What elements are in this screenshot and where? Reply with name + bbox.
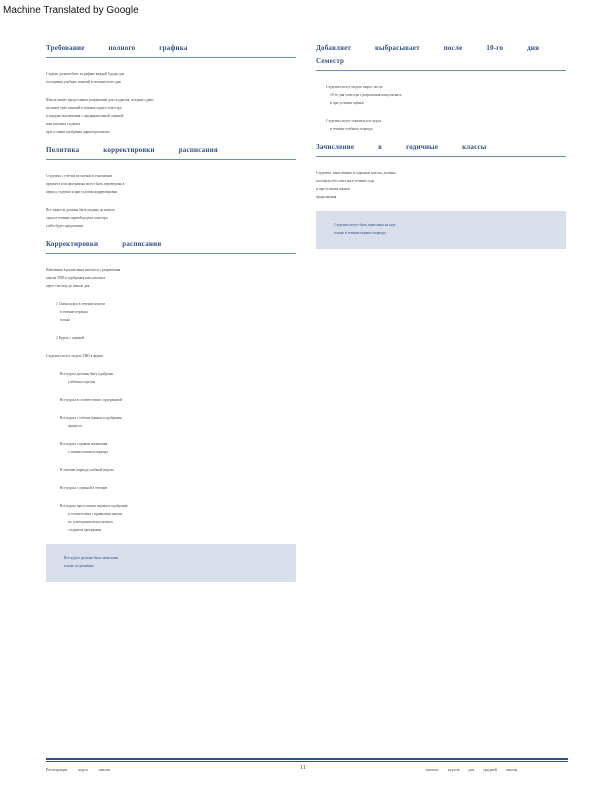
section-rule — [46, 253, 296, 254]
paragraph — [46, 370, 296, 386]
text-line: Студент должен быть в графике каждой Среды для — [46, 72, 125, 76]
text-line: Студенты, зачисленные в годичные классы, должны — [316, 171, 396, 175]
callout-line: только в течение первого периода — [334, 231, 386, 235]
paragraph — [46, 206, 296, 230]
text-line: процесса — [68, 424, 82, 428]
footer-left-text: Регистрация курса школы — [46, 767, 111, 772]
paragraph — [46, 172, 296, 196]
text-line: через систему до начала дня — [46, 284, 90, 288]
text-line: Все курсы при условии оценки и одобрения — [60, 504, 128, 508]
section-rule — [316, 156, 566, 157]
machine-translation-label: Machine Translated by Google — [3, 5, 139, 16]
text-line: срока в течение первой недели семестра — [46, 216, 108, 220]
text-line: школы TBD и одобрения консультанта — [46, 276, 106, 280]
text-line: Студенты с учётом их оценок в отношении — [46, 174, 112, 178]
text-line: при условии одобрения директора школы — [46, 130, 110, 134]
paragraph — [46, 334, 296, 342]
footer-rule — [46, 758, 568, 760]
page-number: 11 — [300, 765, 306, 771]
paragraph — [46, 396, 296, 404]
text-line: Все курсы с оценкой в течение — [60, 486, 108, 490]
footer-rule-thin — [46, 761, 568, 762]
text-line: Студенты могут отказаться от курса — [326, 119, 382, 123]
right-column — [316, 44, 566, 259]
paragraph — [316, 83, 566, 107]
callout-line: только по решению — [64, 564, 94, 568]
section-heading: Зачисление в годичные классы — [316, 143, 487, 151]
text-line: в течение учебного периода — [330, 127, 373, 131]
text-line: В течение периода учебной недели — [60, 468, 114, 472]
text-line: период студента и при условии корректировки — [46, 190, 118, 194]
text-line: Школа может предоставить разрешение для студентов, которые сдают — [46, 98, 154, 102]
text-line: предмета или программы могут быть переведены в — [46, 182, 125, 186]
text-line: по усмотрению консультанта — [68, 520, 113, 524]
text-line: Студенты могут подать TBD в форме — [46, 354, 103, 358]
paragraph — [46, 466, 296, 474]
text-line: только — [60, 318, 71, 322]
text-line: продолжения — [316, 195, 337, 199]
paragraph — [316, 169, 566, 201]
section-rule — [46, 57, 296, 58]
text-line: Все курсы с учётом оценки и одобрения — [60, 416, 122, 420]
text-line: посещения учебных занятий в течение всего дня — [46, 80, 121, 84]
text-line: Студенты могут подать запрос после — [326, 85, 383, 89]
section-heading: Корректировки расписания — [46, 240, 162, 248]
paragraph — [46, 96, 296, 136]
callout-line: Студенты могут быть зачислены на курс — [334, 223, 396, 227]
paragraph — [46, 414, 296, 430]
text-line: 10-го дня семестра с разрешения консультанта — [330, 93, 402, 97]
text-line: Все курсы в соответствии с программой — [60, 398, 122, 402]
text-line: и при условии оценки — [316, 187, 350, 191]
section-rule — [46, 159, 296, 160]
text-line: Все курсы должны быть одобрены — [60, 372, 114, 376]
section-rule — [316, 70, 566, 71]
section-subheading: Семестр — [316, 57, 345, 65]
left-column — [46, 44, 296, 592]
callout-box — [46, 544, 296, 582]
text-line: Изменения в расписании вносятся с разрешения — [46, 268, 121, 272]
text-line: в течение периода — [60, 310, 88, 314]
text-line: учёба будет продолжена — [46, 224, 84, 228]
paragraph — [46, 300, 296, 324]
text-line: с момента начала периода — [68, 450, 108, 454]
paragraph — [46, 502, 296, 534]
text-line: 2 Курсы с оценкой — [56, 336, 85, 340]
text-line: в соответствии с правилами школы — [68, 512, 123, 516]
section-heading: Политика корректировки расписания — [46, 146, 218, 154]
footer-right-text: каталог курсов для средней школы — [426, 767, 518, 772]
text-line: учебным отделом — [68, 380, 96, 384]
text-line: и при условии оценки — [330, 101, 364, 105]
callout-box — [316, 211, 566, 249]
paragraph — [46, 440, 296, 456]
section-heading: Требование полного графика — [46, 44, 188, 52]
text-line: консультанта студента — [46, 122, 81, 126]
text-line: 1 Смена курса в течение недели — [56, 302, 105, 306]
paragraph — [46, 352, 296, 360]
text-line: не менее трёх занятий в течение одного семестра — [46, 106, 122, 110]
paragraph — [316, 117, 566, 133]
paragraph — [46, 484, 296, 492]
paragraph — [46, 266, 296, 290]
callout-line: Все курсы должны быть зачислены — [64, 556, 119, 560]
section-heading: Добавляет выбрасывает после 10-го дня — [316, 44, 540, 52]
paragraph — [46, 70, 296, 86]
text-line: Все курсы с правом изменения — [60, 442, 108, 446]
text-line: посещать оба семестра в течение года — [316, 179, 375, 183]
text-line: студентов программы — [68, 528, 102, 532]
text-line: Все запросы должны быть поданы до начала — [46, 208, 115, 212]
text-line: в порядке исключения с предварительной оценкой — [46, 114, 124, 118]
